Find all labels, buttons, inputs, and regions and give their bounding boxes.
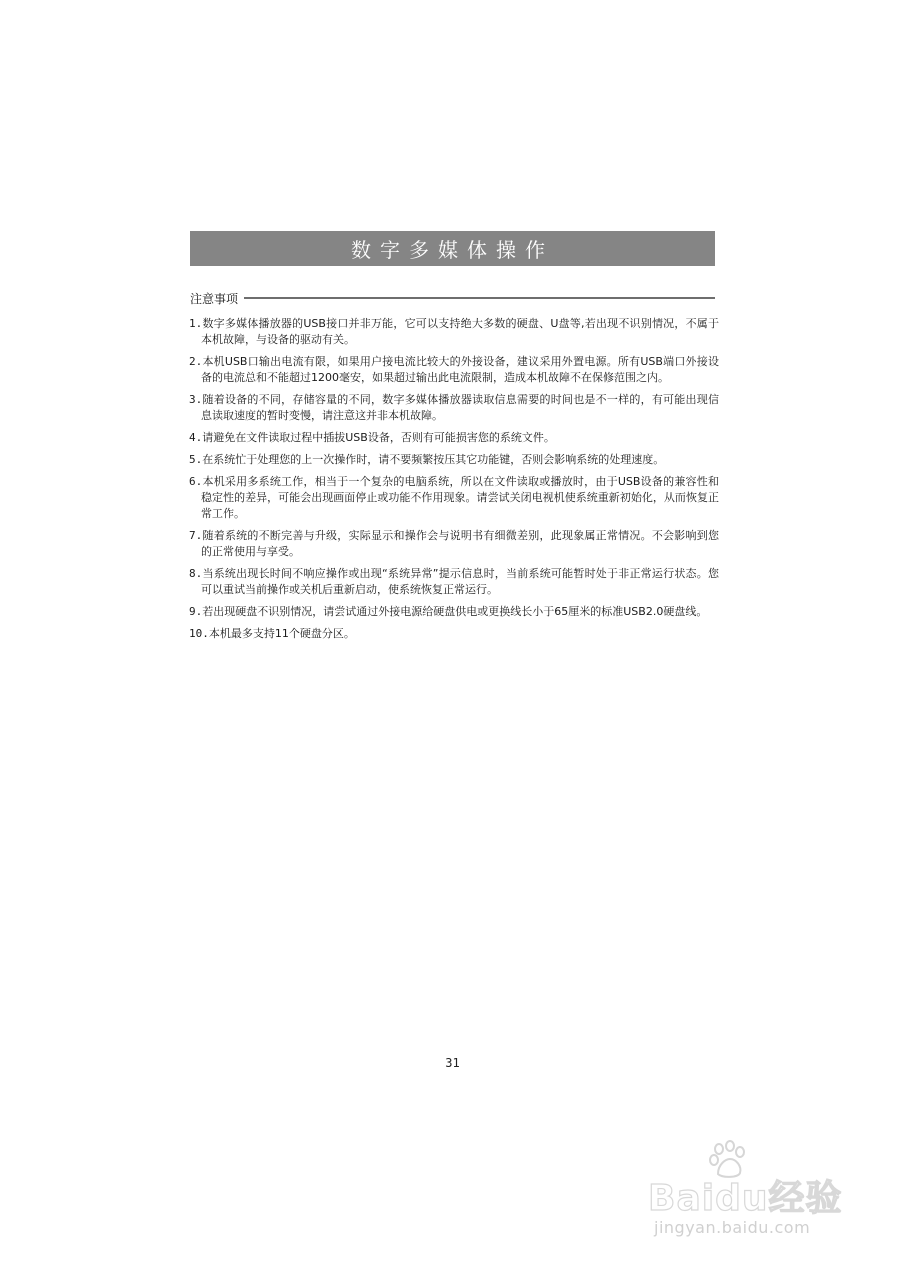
note-number: 1. — [189, 317, 203, 330]
page-number: 31 — [445, 1056, 460, 1070]
section-header — [190, 290, 715, 306]
chapter-title-banner — [190, 231, 715, 266]
note-item — [189, 452, 719, 468]
note-number: 3. — [189, 393, 203, 406]
note-item — [189, 566, 719, 598]
watermark-brand: Baidu经验 — [648, 1178, 843, 1219]
note-text: 随着系统的不断完善与升级，实际显示和操作会与说明书有细微差别，此现象属正常情况。不会影响到您的正常使用与享受。 — [201, 529, 719, 558]
note-number: 2. — [189, 355, 203, 368]
section-title: 注意事项 — [190, 291, 239, 306]
note-item — [189, 604, 719, 620]
note-item — [189, 528, 719, 560]
note-text: 请避免在文件读取过程中插拔USB设备，否则有可能损害您的系统文件。 — [202, 431, 555, 444]
note-number: 8. — [189, 567, 203, 580]
note-number: 10. — [189, 627, 209, 640]
note-item — [189, 474, 719, 522]
note-number: 6. — [189, 475, 203, 488]
note-text: 本机USB口输出电流有限，如果用户接电流比较大的外接设备，建议采用外置电源。所有USB端口外接设备的电流总和不能超过1200毫安，如果超过输出此电流限制，造成本机故障不在保修范围之内。 — [201, 355, 719, 384]
note-item — [189, 316, 719, 348]
note-text: 若出现硬盘不识别情况，请尝试通过外接电源给硬盘供电或更换线长小于65厘米的标准USB2.0硬盘线。 — [202, 605, 708, 618]
chapter-title: 数字多媒体操作 — [351, 238, 554, 262]
note-number: 5. — [189, 453, 203, 466]
note-item — [189, 354, 719, 386]
note-item — [189, 392, 719, 424]
note-text: 当系统出现长时间不响应操作或出现“系统异常”提示信息时，当前系统可能暂时处于非正常运行状态。您可以重试当前操作或关机后重新启动，使系统恢复正常运行。 — [201, 567, 719, 596]
note-text: 在系统忙于处理您的上一次操作时，请不要频繁按压其它功能键，否则会影响系统的处理速度。 — [202, 453, 665, 466]
watermark-url: jingyan.baidu.com — [654, 1218, 811, 1237]
note-number: 9. — [189, 605, 203, 618]
note-text: 数字多媒体播放器的USB接口并非万能，它可以支持绝大多数的硬盘、U盘等,若出现不识别情况，不属于本机故障，与设备的驱动有关。 — [201, 317, 719, 346]
note-text: 本机最多支持11个硬盘分区。 — [208, 627, 355, 640]
section-divider — [244, 297, 715, 299]
note-item — [189, 430, 719, 446]
note-text: 本机采用多系统工作，相当于一个复杂的电脑系统，所以在文件读取或播放时，由于USB设备的兼容性和稳定性的差异，可能会出现画面停止或功能不作用现象。请尝试关闭电视机使系统重新初始化，从而恢复正常工作。 — [201, 475, 719, 520]
notes-list — [189, 316, 719, 648]
note-text: 随着设备的不同，存储容量的不同，数字多媒体播放器读取信息需要的时间也是不一样的，有可能出现信息读取速度的暂时变慢，请注意这并非本机故障。 — [201, 393, 719, 422]
baidu-watermark — [640, 1140, 870, 1250]
note-item — [189, 626, 719, 642]
note-number: 7. — [189, 529, 203, 542]
note-number: 4. — [189, 431, 203, 444]
